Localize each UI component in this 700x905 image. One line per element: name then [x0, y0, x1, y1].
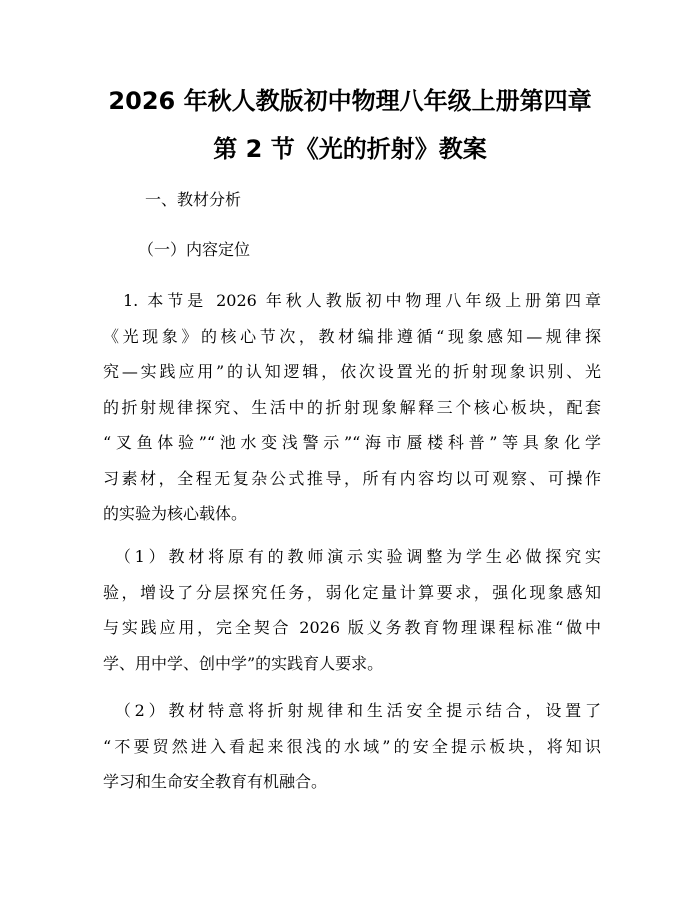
paragraph-safety-education — [103, 693, 601, 800]
paragraph-line: 究—实践应用”的认知逻辑，依次设置光的折射现象识别、光 — [103, 362, 601, 381]
paragraph-line: 学习和生命安全教育有机融合。 — [103, 772, 328, 791]
paragraph-line: 1. 本节是 2026 年秋人教版初中物理八年级上册第四章 — [103, 291, 601, 310]
paragraph-line: “不要贸然进入看起来很浅的水域”的安全提示板块，将知识 — [103, 736, 601, 756]
paragraph-line: （2）教材特意将折射规律和生活安全提示结合，设置了 — [103, 701, 601, 720]
paragraph-line: “叉鱼体验”“池水变浅警示”“海市蜃楼科普”等具象化学 — [103, 433, 601, 452]
subsection-heading: （一）内容定位 — [138, 240, 251, 259]
document-title-line-2: 第 2 节《光的折射》教案 — [213, 135, 487, 163]
section-heading: 一、教材分析 — [145, 190, 242, 209]
paragraph-line: 的折射规律探究、生活中的折射现象解释三个核心板块，配套 — [103, 397, 601, 417]
paragraph-line: 验，增设了分层探究任务，弱化定量计算要求，强化现象感知 — [103, 582, 601, 602]
paragraph-experiment-adjustment — [103, 539, 601, 681]
paragraph-line: 学、用中学、创中学”的实践育人要求。 — [103, 653, 384, 673]
document-title-line-1: 2026 年秋人教版初中物理八年级上册第四章 — [108, 87, 592, 115]
paragraph-line: 习素材，全程无复杂公式推导，所有内容均以可观察、可操作 — [103, 468, 601, 488]
paragraph-line: 与实践应用，完全契合 2026 版义务教育物理课程标准“做中 — [103, 618, 601, 637]
paragraph-line: 《光现象》的核心节次，教材编排遵循“现象感知—规律探 — [103, 326, 601, 346]
paragraph-content-positioning — [103, 283, 601, 532]
paragraph-line: 的实验为核心载体。 — [103, 504, 248, 523]
paragraph-line: （1）教材将原有的教师演示实验调整为学生必做探究实 — [103, 547, 601, 566]
